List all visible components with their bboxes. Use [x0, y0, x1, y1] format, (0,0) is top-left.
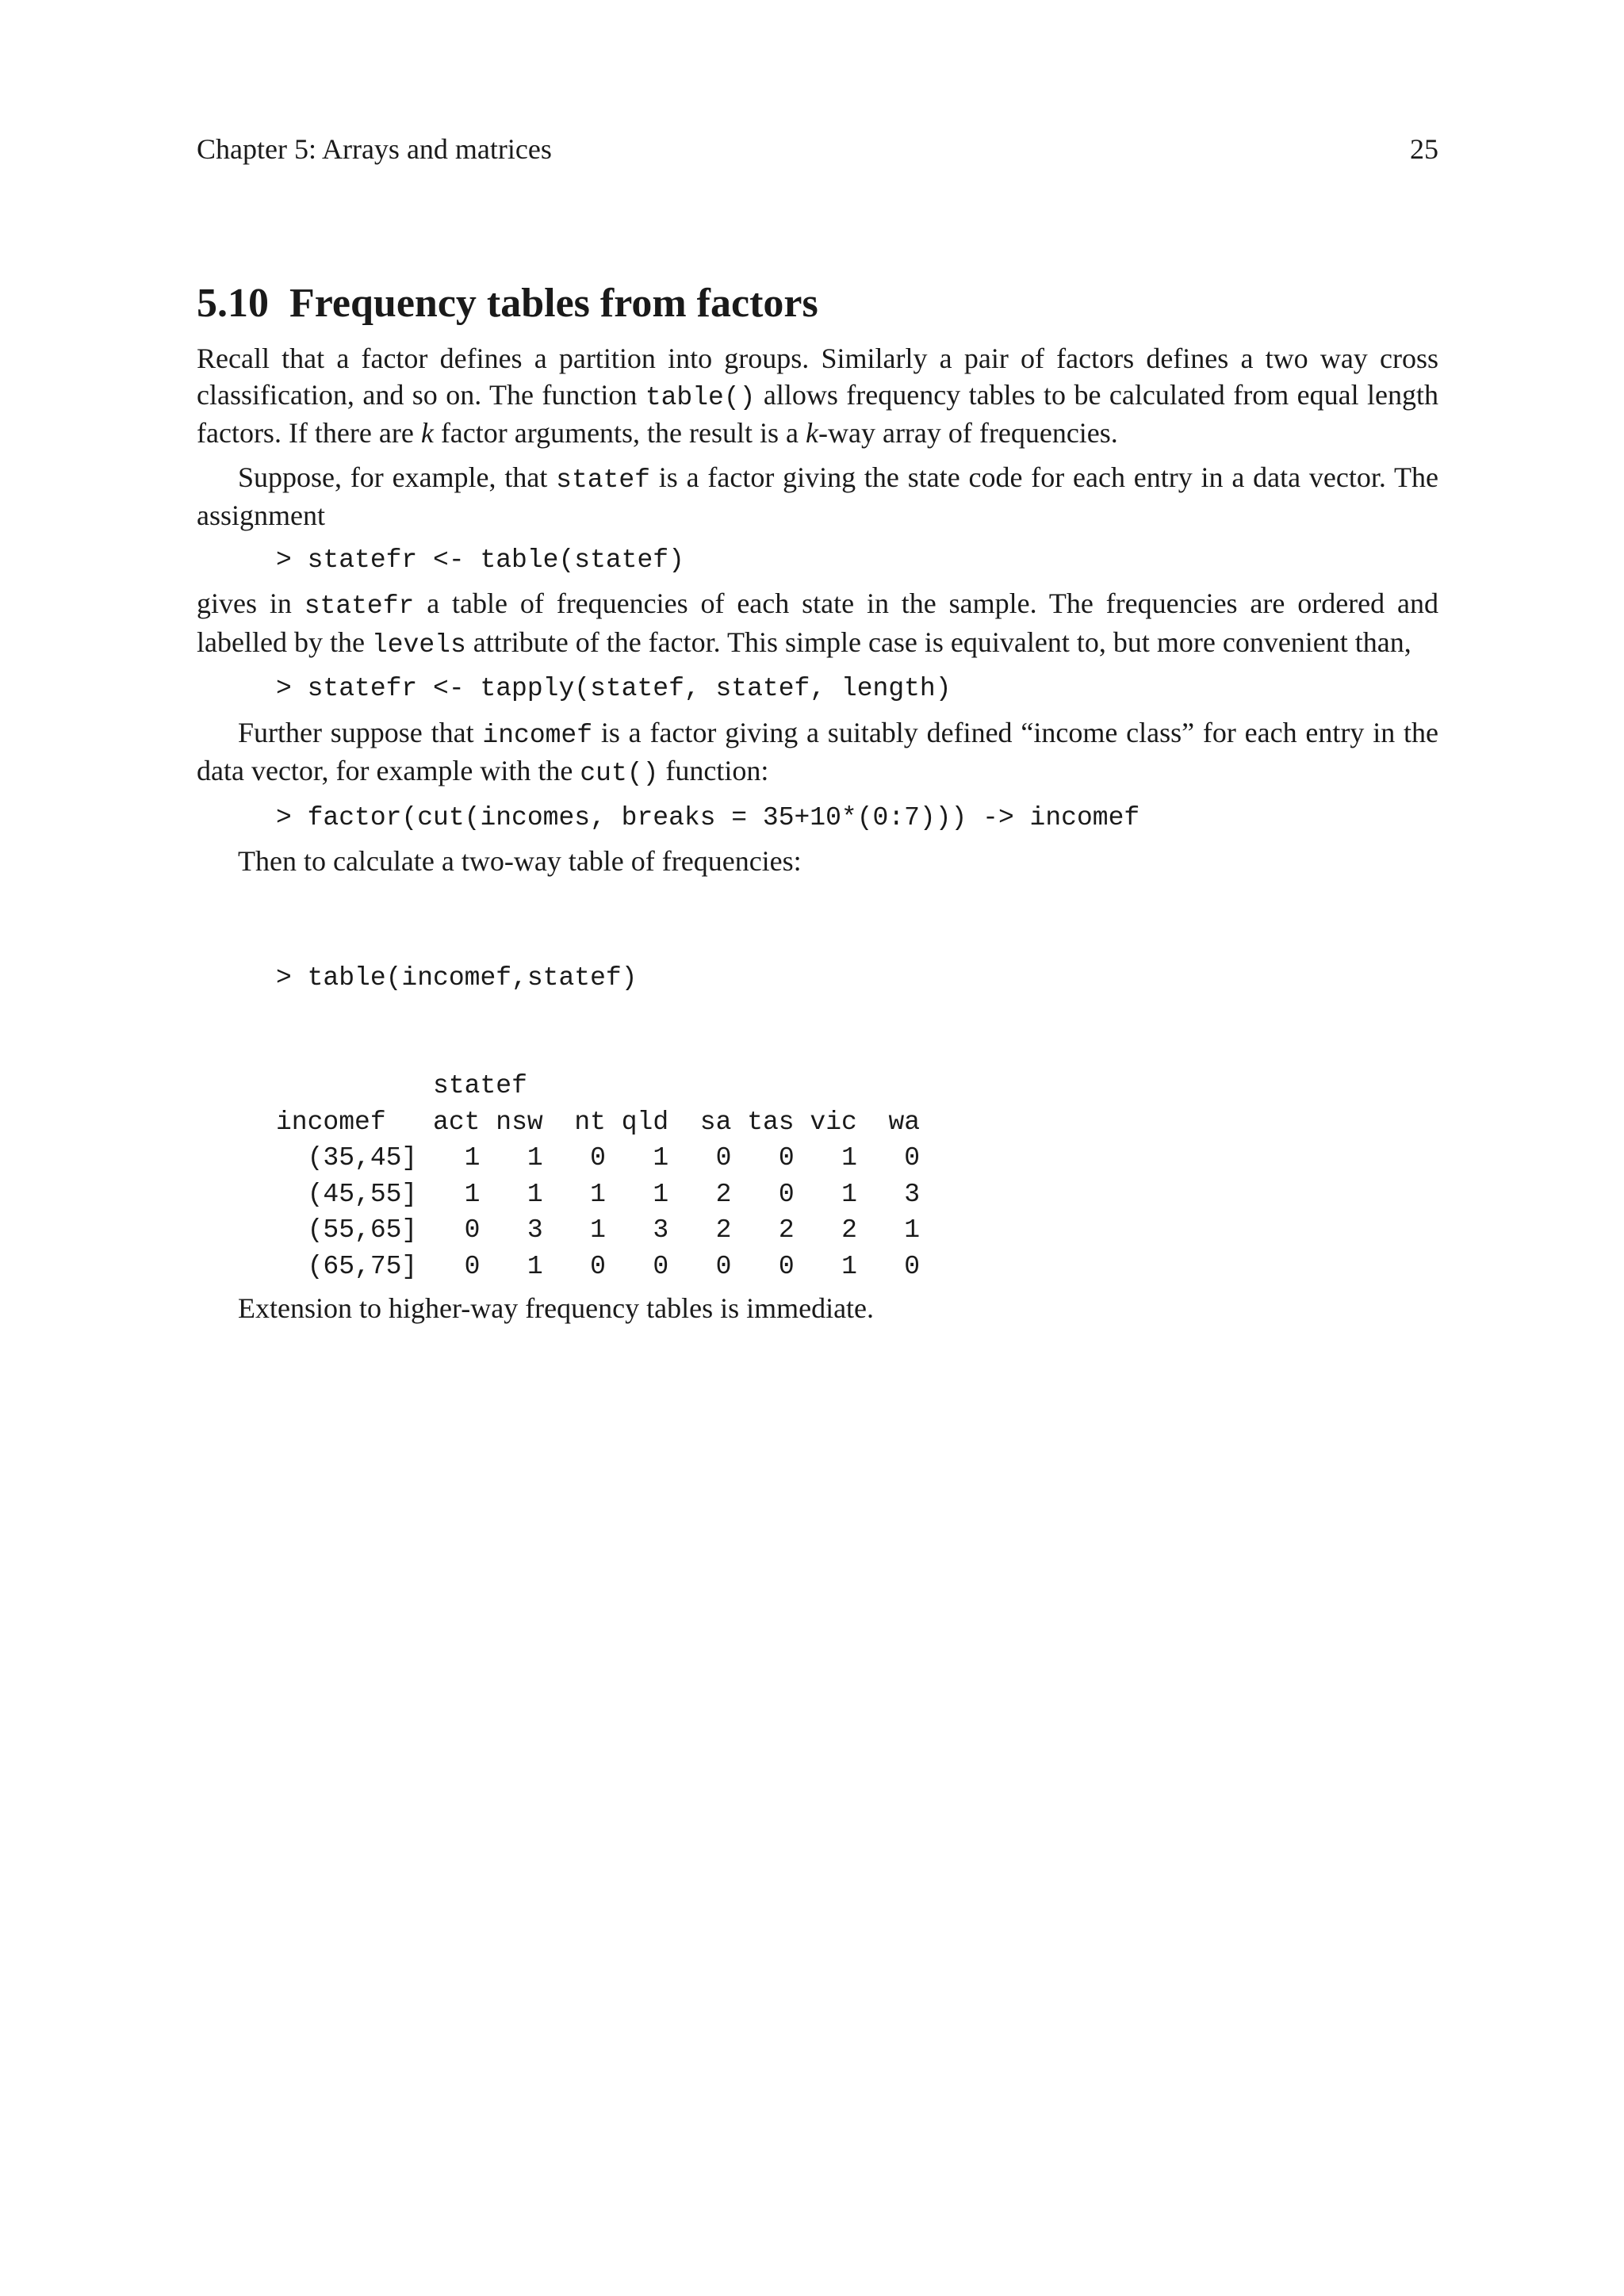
inline-code: table() — [645, 382, 756, 412]
table-cell: 1 — [590, 1215, 606, 1245]
frequency-table-output — [276, 888, 1438, 1285]
text-run: Recall that a factor defines a partition into groups. Similarly a pair of factors defines a two way cross classification, and so on. The function — [197, 342, 1438, 411]
chapter-title: Chapter 5: Arrays and matrices — [197, 133, 552, 165]
table-cell: 0 — [778, 1143, 795, 1173]
table-cell: 2 — [715, 1179, 732, 1209]
row-label: (55,65] — [307, 1215, 418, 1245]
column-header: nt — [574, 1107, 606, 1137]
table-cell: 3 — [527, 1215, 543, 1245]
table-cell: 1 — [841, 1251, 857, 1281]
text-run: factor arguments, the result is a — [433, 417, 806, 449]
text-run: gives in — [197, 587, 304, 619]
section-title: Frequency tables from factors — [289, 281, 818, 326]
row-label: (45,55] — [307, 1179, 418, 1209]
math-variable: k — [420, 417, 434, 449]
table-cell: 1 — [904, 1215, 921, 1245]
table-column-variable — [276, 1068, 1438, 1104]
table-cell: 0 — [715, 1251, 732, 1281]
table-cell: 1 — [653, 1143, 669, 1173]
code-example-table: > statefr <- table(statef) — [276, 545, 684, 575]
table-cell: 0 — [778, 1179, 795, 1209]
section-number: 5.10 — [197, 281, 269, 326]
text-run: is a factor giving the state code for each entry in a data vector. The assignment — [197, 461, 1438, 531]
table-cell: 0 — [464, 1215, 481, 1245]
table-cell: 1 — [527, 1143, 543, 1173]
running-header — [197, 131, 1438, 167]
text-run: Further suppose that — [238, 716, 483, 748]
table-cell: 2 — [715, 1215, 732, 1245]
code-example-tapply: > statefr <- tapply(statef, statef, length) — [276, 674, 952, 703]
table-cell: 0 — [590, 1143, 606, 1173]
text-run: allows frequency tables to be calculated from equal length factors. If there are — [197, 378, 1439, 449]
code-example-cut: > factor(cut(incomes, breaks = 35+10*(0:7))) -> incomef — [276, 802, 1140, 832]
table-cell: 2 — [841, 1215, 857, 1245]
inline-code: statefr — [304, 591, 415, 621]
table-cell: 1 — [841, 1143, 857, 1173]
column-header: tas — [747, 1107, 795, 1137]
table-cell: 1 — [841, 1179, 857, 1209]
table-cell: 1 — [464, 1143, 481, 1173]
table-command: > table(incomef,statef) — [276, 962, 638, 993]
table-cell: 1 — [464, 1179, 481, 1209]
table-cell: 0 — [590, 1251, 606, 1281]
table-row — [276, 1249, 1438, 1285]
paragraph-extension: Extension to higher-way frequency tables is immediate. — [238, 1292, 875, 1324]
text-run: -way array of frequencies. — [818, 417, 1118, 449]
text-run: function: — [658, 755, 769, 786]
row-label: (35,45] — [307, 1143, 418, 1173]
paragraph-example — [197, 460, 1438, 534]
table-cell: 0 — [904, 1143, 921, 1173]
table-row — [276, 1212, 1438, 1249]
table-cell: 3 — [653, 1215, 669, 1245]
text-run: attribute of the factor. This simple case is equivalent to, but more convenient than, — [465, 626, 1411, 658]
text-run: is a factor giving a suitably defined “income class” for each entry in the data vector, for example with the — [197, 716, 1439, 786]
column-header: nsw — [496, 1107, 543, 1137]
column-header: sa — [699, 1107, 732, 1137]
row-variable-label: incomef — [276, 1107, 386, 1137]
column-header: act — [433, 1107, 481, 1137]
table-cell: 2 — [778, 1215, 795, 1245]
paragraph-incomef — [197, 715, 1438, 792]
section-body — [197, 341, 1438, 1335]
table-cell: 3 — [904, 1179, 921, 1209]
table-cell: 0 — [653, 1251, 669, 1281]
row-label: (65,75] — [307, 1251, 418, 1281]
table-cell: 1 — [653, 1179, 669, 1209]
table-cell: 0 — [715, 1143, 732, 1173]
text-run: Suppose, for example, that — [238, 461, 557, 493]
table-row — [276, 1177, 1438, 1213]
inline-code: incomef — [482, 720, 593, 750]
section-heading — [197, 278, 818, 329]
table-cell: 0 — [904, 1251, 921, 1281]
table-cell: 1 — [590, 1179, 606, 1209]
paragraph-two-way: Then to calculate a two-way table of frequencies: — [238, 845, 802, 877]
column-variable-label: statef — [433, 1071, 527, 1100]
table-cell: 1 — [527, 1179, 543, 1209]
paragraph-statefr — [197, 586, 1438, 663]
column-header: qld — [621, 1107, 669, 1137]
text-run: a table of frequencies of each state in the sample. The frequencies are ordered and labelled by the — [197, 587, 1438, 658]
table-cell: 0 — [778, 1251, 795, 1281]
inline-code: cut() — [580, 759, 659, 788]
inline-code: statef — [556, 465, 650, 495]
column-header: wa — [888, 1107, 921, 1137]
table-cell: 0 — [464, 1251, 481, 1281]
page-number: 25 — [1410, 133, 1438, 165]
math-variable: k — [806, 417, 818, 449]
table-header-row — [276, 1104, 1438, 1141]
column-header: vic — [810, 1107, 857, 1137]
paragraph-intro — [197, 341, 1438, 452]
table-row — [276, 1140, 1438, 1177]
inline-code: levels — [371, 629, 466, 660]
table-cell: 1 — [527, 1251, 543, 1281]
